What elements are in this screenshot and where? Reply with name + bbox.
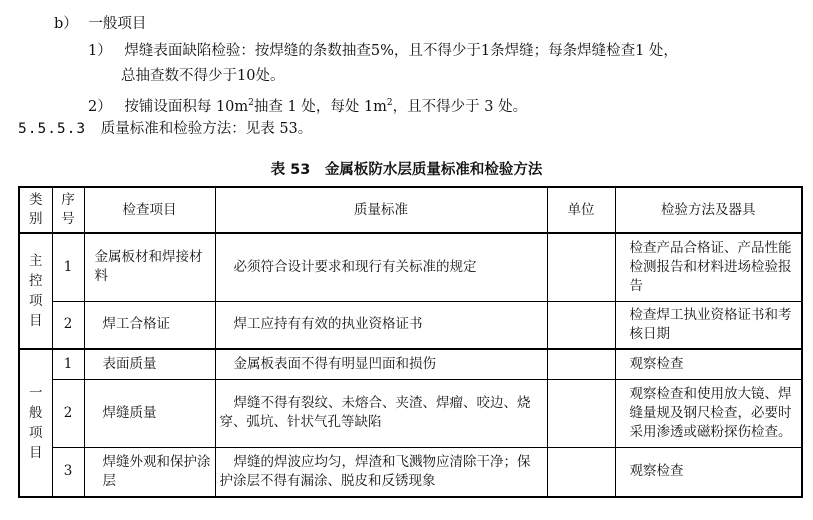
item-2-sup-2: 2 xyxy=(386,98,393,108)
item-2-sup-1: 2 xyxy=(248,98,254,108)
row-item: 焊工合格证 xyxy=(84,301,215,349)
item-1-line-b xyxy=(121,66,284,86)
row-method: 观察检查 xyxy=(615,349,802,379)
clause-text: 质量标准和检验方法：见表 53。 xyxy=(100,121,313,137)
item-1-text-a: 焊缝表面缺陷检验：按焊缝的条数抽查5%，且不得少于1条焊缝；每条焊缝检查1 处， xyxy=(124,43,678,59)
item-2-number: 2） xyxy=(88,98,112,115)
section-b-heading xyxy=(54,14,146,34)
section-b-label: b） xyxy=(54,16,78,32)
clause-number: 5.5.5.3 xyxy=(18,121,87,137)
row-seq: 2 xyxy=(52,379,84,447)
item-2-text-post: ，且不得少于 3 处。 xyxy=(392,98,528,115)
row-unit xyxy=(547,447,615,497)
row-seq: 1 xyxy=(52,233,84,301)
header-seq: 序号 xyxy=(52,187,84,233)
row-method: 检查焊工执业资格证书和考核日期 xyxy=(615,301,802,349)
table-title: 表 53 金属板防水层质量标准和检验方法 xyxy=(270,162,543,178)
header-unit: 单位 xyxy=(547,187,615,233)
table-header-row xyxy=(19,187,802,233)
table-row xyxy=(19,301,802,349)
category-main-control: 主控项目 xyxy=(19,233,52,349)
header-category: 类别 xyxy=(19,187,52,233)
row-unit xyxy=(547,233,615,301)
row-unit xyxy=(547,301,615,349)
header-item: 检查项目 xyxy=(84,187,215,233)
row-unit xyxy=(547,379,615,447)
row-standard: 焊缝的焊波应均匀，焊渣和飞溅物应清除干净；保护涂层不得有漏涂、脱皮和反锈现象 xyxy=(215,447,547,497)
table-row xyxy=(19,447,802,497)
category-general: 一般项目 xyxy=(19,349,52,497)
row-method: 观察检查和使用放大镜、焊缝量规及钢尺检查，必要时采用渗透或磁粉探伤检查。 xyxy=(615,379,802,447)
quality-standard-table xyxy=(18,186,803,498)
table-row xyxy=(19,233,802,301)
row-item: 焊缝外观和保护涂层 xyxy=(84,447,215,497)
item-2-text-pre: 按铺设面积每 10m xyxy=(124,98,249,115)
row-standard: 必须符合设计要求和现行有关标准的规定 xyxy=(215,233,547,301)
table-row xyxy=(19,379,802,447)
row-item: 表面质量 xyxy=(84,349,215,379)
clause-line xyxy=(18,119,312,139)
header-method: 检验方法及器具 xyxy=(615,187,802,233)
header-standard: 质量标准 xyxy=(215,187,547,233)
row-seq: 2 xyxy=(52,301,84,349)
item-1-text-b: 总抽查数不得少于10处。 xyxy=(121,68,285,84)
row-seq: 1 xyxy=(52,349,84,379)
item-2-line xyxy=(88,93,527,117)
section-b-title: 一般项目 xyxy=(88,16,147,32)
item-1-line-a xyxy=(88,41,678,61)
row-method: 观察检查 xyxy=(615,447,802,497)
item-2-text-mid: 抽查 1 处，每处 1m xyxy=(253,98,387,115)
row-unit xyxy=(547,349,615,379)
row-standard: 金属板表面不得有明显凹面和损伤 xyxy=(215,349,547,379)
row-item: 金属板材和焊接材料 xyxy=(84,233,215,301)
row-standard: 焊缝不得有裂纹、未熔合、夹渣、焊瘤、咬边、烧穿、弧坑、针状气孔等缺陷 xyxy=(215,379,547,447)
item-1-number: 1） xyxy=(88,43,112,59)
table-row xyxy=(19,349,802,379)
row-method: 检查产品合格证、产品性能检测报告和材料进场检验报告 xyxy=(615,233,802,301)
item-2-text xyxy=(124,99,527,115)
row-seq: 3 xyxy=(52,447,84,497)
row-item: 焊缝质量 xyxy=(84,379,215,447)
row-standard: 焊工应持有有效的执业资格证书 xyxy=(215,301,547,349)
